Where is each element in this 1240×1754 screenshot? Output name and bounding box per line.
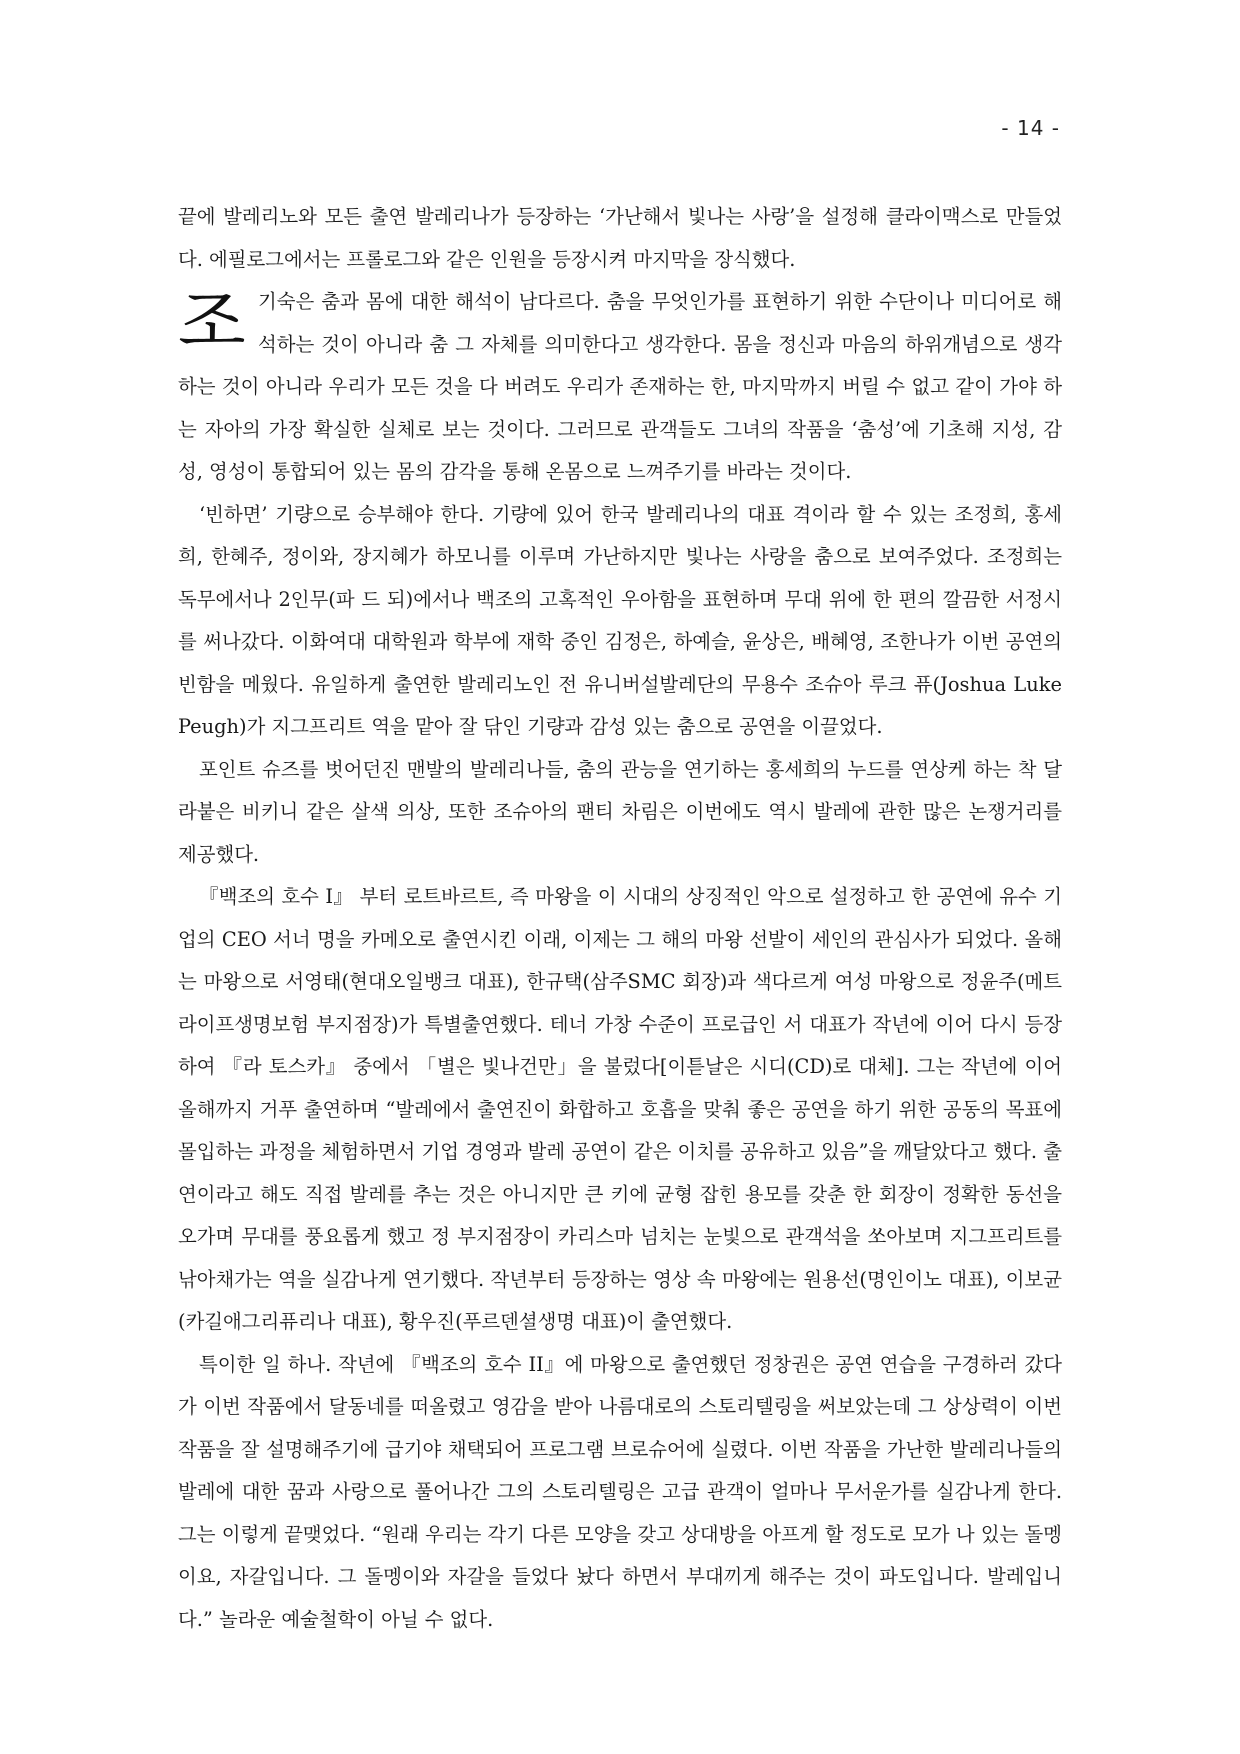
paragraph-2-text: 기숙은 춤과 몸에 대한 해석이 남다르다. 춤을 무엇인가를 표현하기 위한 수단이나 미디어로 해석하는 것이 아니라 춤 그 자체를 의미한다고 생각한다. 몸을 정신과 마음의 하위개념으로 생각하는 것이 아니라 우리가 모든 것을 다 버려도 우리가 존재하는 한, 마지막까지 버릴 수 없고 같이 가야 하는 자아의 가장 확실한 실체로 보는 것이다. 그러므로 관객들도 그녀의 작품을 ‘춤성’에 기초해 지성, 감성, 영성이 통합되어 있는 몸의 감각을 통해 온몸으로 느껴주기를 바라는 것이다. <box>178 290 1062 483</box>
drop-cap: 조 <box>178 281 246 363</box>
page-number: - 14 - <box>1001 116 1060 140</box>
paragraph-4: 포인트 슈즈를 벗어던진 맨발의 발레리나들, 춤의 관능을 연기하는 홍세희의 누드를 연상케 하는 착 달라붙은 비키니 같은 살색 의상, 또한 조슈아의 팬티 차림은 이번에도 역시 발레에 관한 많은 논쟁거리를 제공했다. <box>178 757 1062 866</box>
paragraph-2 <box>178 281 1062 494</box>
paragraph-3: ‘빈하면’ 기량으로 승부해야 한다. 기량에 있어 한국 발레리나의 대표 격이라 할 수 있는 조정희, 홍세희, 한혜주, 정이와, 장지혜가 하모니를 이루며 가난하지만 빛나는 사랑을 춤으로 보여주었다. 조정희는 독무에서나 2인무(파 드 되)에서나 백조의 고혹적인 우아함을 표현하며 무대 위에 한 편의 깔끔한 서정시를 써나갔다. 이화여대 대학원과 학부에 재학 중인 김정은, 하예슬, 윤상은, 배혜영, 조한나가 이번 공연의 빈함을 메웠다. 유일하게 출연한 발레리노인 전 유니버설발레단의 무용수 조슈아 루크 퓨(Joshua Luke Peugh)가 지그프리트 역을 맡아 잘 닦인 기량과 감성 있는 춤으로 공연을 이끌었다. <box>178 502 1062 738</box>
paragraph-5: 『백조의 호수 I』 부터 로트바르트, 즉 마왕을 이 시대의 상징적인 악으로 설정하고 한 공연에 유수 기업의 CEO 서너 명을 카메오로 출연시킨 이래, 이제는 그 해의 마왕 선발이 세인의 관심사가 되었다. 올해는 마왕으로 서영태(현대오일뱅크 대표), 한규택(삼주SMC 회장)과 색다르게 여성 마왕으로 정윤주(메트라이프생명보험 부지점장)가 특별출연했다. 테너 가창 수준이 프로급인 서 대표가 작년에 이어 다시 등장하여 『라 토스카』 중에서 「별은 빛나건만」을 불렀다[이튿날은 시디(CD)로 대체]. 그는 작년에 이어 올해까지 거푸 출연하며 “발레에서 출연진이 화합하고 호흡을 맞춰 좋은 공연을 하기 위한 공동의 목표에 몰입하는 과정을 체험하면서 기업 경영과 발레 공연이 같은 이치를 공유하고 있음”을 깨달았다고 했다. 출연이라고 해도 직접 발레를 추는 것은 아니지만 큰 키에 균형 잡힌 용모를 갖춘 한 회장이 정확한 동선을 오가며 무대를 풍요롭게 했고 정 부지점장이 카리스마 넘치는 눈빛으로 관객석을 쏘아보며 지그프리트를 낚아채가는 역을 실감나게 연기했다. 작년부터 등장하는 영상 속 마왕에는 원용선(명인이노 대표), 이보균(카길애그리퓨리나 대표), 황우진(푸르덴셜생명 대표)이 출연했다. <box>178 885 1062 1333</box>
paragraph-1: 끝에 발레리노와 모든 출연 발레리나가 등장하는 ‘가난해서 빛나는 사랑’을 설정해 클라이맥스로 만들었다. 에필로그에서는 프롤로그와 같은 인원을 등장시켜 마지막을 장식했다. <box>178 205 1062 271</box>
paragraph-6: 특이한 일 하나. 작년에 『백조의 호수 II』에 마왕으로 출연했던 정창권은 공연 연습을 구경하러 갔다가 이번 작품에서 달동네를 떠올렸고 영감을 받아 나름대로의 스토리텔링을 써보았는데 그 상상력이 이번 작품을 잘 설명해주기에 급기야 채택되어 프로그램 브로슈어에 실렸다. 이번 작품을 가난한 발레리나들의 발레에 대한 꿈과 사랑으로 풀어나간 그의 스토리텔링은 고급 관객이 얼마나 무서운가를 실감나게 한다. 그는 이렇게 끝맺었다. “원래 우리는 각기 다른 모양을 갖고 상대방을 아프게 할 정도로 모가 나 있는 돌멩이요, 자갈입니다. 그 돌멩이와 자갈을 들었다 놨다 하면서 부대끼게 해주는 것이 파도입니다. 발레입니다.” 놀라운 예술철학이 아닐 수 없다. <box>178 1352 1062 1631</box>
article-body <box>178 196 1062 1641</box>
